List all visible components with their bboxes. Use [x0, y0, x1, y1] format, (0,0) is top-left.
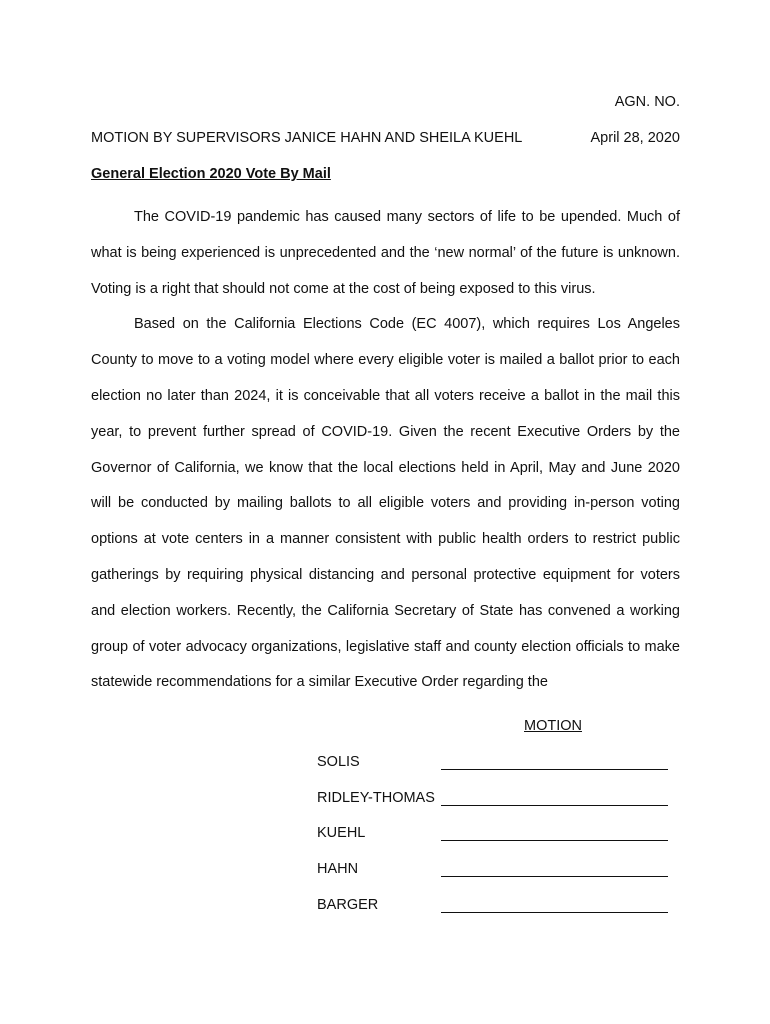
signature-line — [441, 769, 668, 770]
agenda-number: AGN. NO. — [614, 94, 680, 110]
supervisor-name: KUEHL — [317, 825, 366, 841]
supervisor-name: HAHN — [317, 861, 359, 877]
motion-date: April 28, 2020 — [590, 130, 680, 146]
supervisor-name: SOLIS — [317, 754, 360, 770]
signature-line — [441, 840, 668, 841]
signature-line — [441, 912, 668, 913]
vote-block-heading: MOTION — [524, 718, 582, 734]
motion-subject: General Election 2020 Vote By Mail — [91, 166, 331, 182]
paragraph-2: Based on the California Elections Code (EC 4007), which requires Los Angeles County to move to a voting model where every eligible voter is mailed a ballot prior to each election no later than 2024, it is conceivable that all voters receive a ballot in the mail this year, to prevent further spread of COVID-19. Given the recent Executive Orders by the Governor of California, we know that the local elections held in April, May and June 2020 will be conducted by mailing ballots to all eligible voters and providing in-person voting options at vote centers in a manner consistent with public health orders to restrict public gatherings by requiring physical distancing and personal protective equipment for voters and election workers. Recently, the California Secretary of State has convened a working group of voter advocacy organizations, legislative staff and county election officials to make statewide recommendations for a similar Executive Order regarding the — [91, 316, 680, 691]
paragraph-1: The COVID-19 pandemic has caused many sectors of life to be upended. Much of what is being experienced is unprecedented and the ‘new normal’ of the future is unknown. Voting is a right that should not come at the cost of being exposed to this virus. — [91, 209, 680, 297]
motion-body — [91, 200, 680, 701]
signature-line — [441, 805, 668, 806]
motion-by-line: MOTION BY SUPERVISORS JANICE HAHN AND SHEILA KUEHL — [91, 130, 523, 146]
signature-line — [441, 876, 668, 877]
supervisor-name: BARGER — [317, 897, 379, 913]
supervisor-name: RIDLEY-THOMAS — [317, 790, 435, 806]
